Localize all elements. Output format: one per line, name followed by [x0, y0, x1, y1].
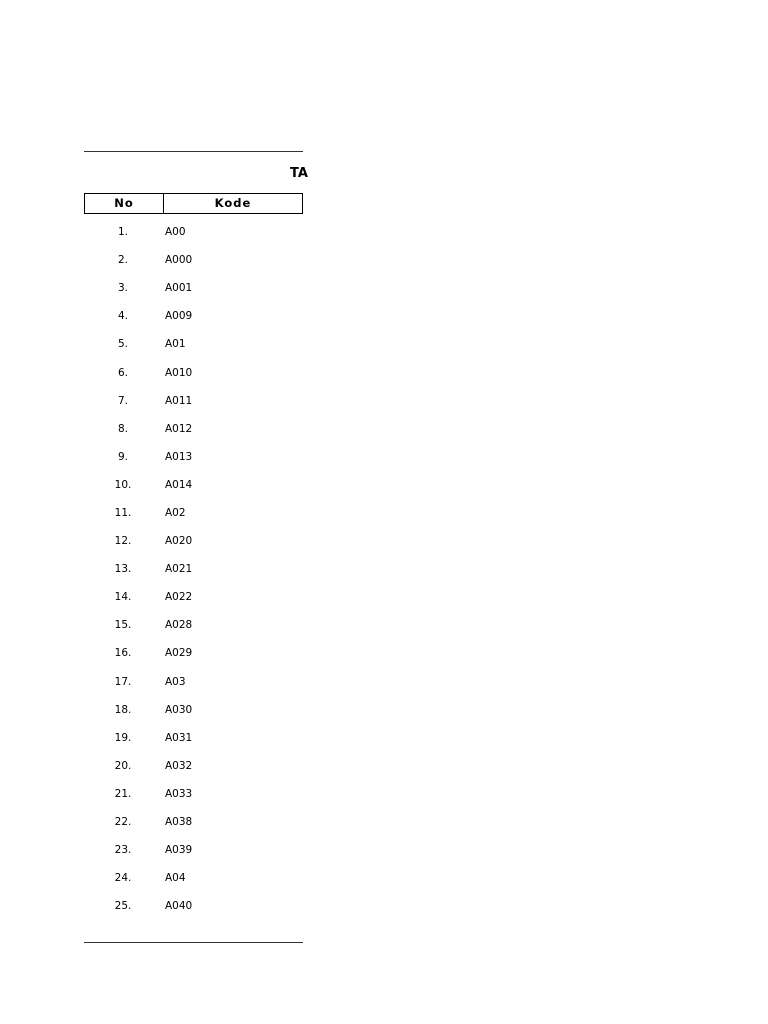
row-kode: A039	[165, 844, 193, 857]
row-kode: A032	[165, 759, 193, 772]
table-row	[84, 302, 303, 330]
table-row	[84, 668, 303, 696]
table-row	[84, 808, 303, 836]
bottom-divider	[84, 942, 303, 943]
row-kode: A009	[165, 310, 193, 323]
table-row	[84, 499, 303, 527]
row-kode: A031	[165, 731, 193, 744]
row-number: 16.	[114, 647, 132, 660]
table-row	[84, 471, 303, 499]
row-number: 14.	[114, 591, 132, 604]
row-number: 17.	[114, 675, 132, 688]
table-row	[84, 892, 303, 920]
row-number: 10.	[114, 478, 132, 491]
table-row	[84, 218, 303, 246]
table-row	[84, 415, 303, 443]
row-kode: A022	[165, 591, 193, 604]
row-kode: A001	[165, 282, 193, 295]
row-kode: A012	[165, 422, 193, 435]
row-number: 5.	[117, 338, 129, 351]
row-number: 18.	[114, 703, 132, 716]
row-number: 21.	[114, 787, 132, 800]
table-row	[84, 246, 303, 274]
row-number: 2.	[117, 254, 129, 267]
row-number: 25.	[114, 900, 132, 913]
table-row	[84, 583, 303, 611]
row-kode: A000	[165, 254, 193, 267]
row-kode: A03	[165, 675, 186, 688]
row-number: 9.	[117, 450, 129, 463]
row-kode: A033	[165, 787, 193, 800]
table-row	[84, 443, 303, 471]
row-kode: A011	[165, 394, 193, 407]
table-row	[84, 555, 303, 583]
row-kode: A020	[165, 535, 193, 548]
table-row	[84, 780, 303, 808]
row-number: 11.	[114, 506, 132, 519]
row-kode: A013	[165, 450, 193, 463]
column-header-kode: Kode	[214, 196, 252, 210]
table-row	[84, 752, 303, 780]
table-row	[84, 696, 303, 724]
table-row	[84, 387, 303, 415]
row-kode: A014	[165, 478, 193, 491]
row-kode: A010	[165, 366, 193, 379]
row-number: 4.	[117, 310, 129, 323]
row-kode: A028	[165, 619, 193, 632]
row-number: 23.	[114, 844, 132, 857]
row-number: 1.	[117, 226, 129, 239]
table-row	[84, 274, 303, 302]
row-number: 8.	[117, 422, 129, 435]
row-kode: A021	[165, 563, 193, 576]
row-kode: A040	[165, 900, 193, 913]
row-number: 20.	[114, 759, 132, 772]
table-row	[84, 527, 303, 555]
row-number: 19.	[114, 731, 132, 744]
row-number: 15.	[114, 619, 132, 632]
row-kode: A04	[165, 872, 186, 885]
row-number: 12.	[114, 535, 132, 548]
row-kode: A030	[165, 703, 193, 716]
page-title: TA	[290, 166, 308, 181]
row-kode: A02	[165, 506, 186, 519]
row-number: 7.	[117, 394, 129, 407]
top-divider	[84, 151, 303, 152]
table-body	[84, 218, 303, 920]
table-row	[84, 836, 303, 864]
table-row	[84, 611, 303, 639]
row-number: 13.	[114, 563, 132, 576]
table-row	[84, 330, 303, 358]
column-header-no: No	[85, 194, 164, 213]
table-row	[84, 724, 303, 752]
row-number: 6.	[117, 366, 129, 379]
table-row	[84, 358, 303, 386]
row-number: 24.	[114, 872, 132, 885]
table-row	[84, 639, 303, 667]
row-kode: A00	[165, 226, 186, 239]
row-kode: A01	[165, 338, 186, 351]
row-number: 22.	[114, 816, 132, 829]
row-kode: A038	[165, 816, 193, 829]
row-number: 3.	[117, 282, 129, 295]
table-row	[84, 864, 303, 892]
table-header	[84, 193, 303, 214]
row-kode: A029	[165, 647, 193, 660]
